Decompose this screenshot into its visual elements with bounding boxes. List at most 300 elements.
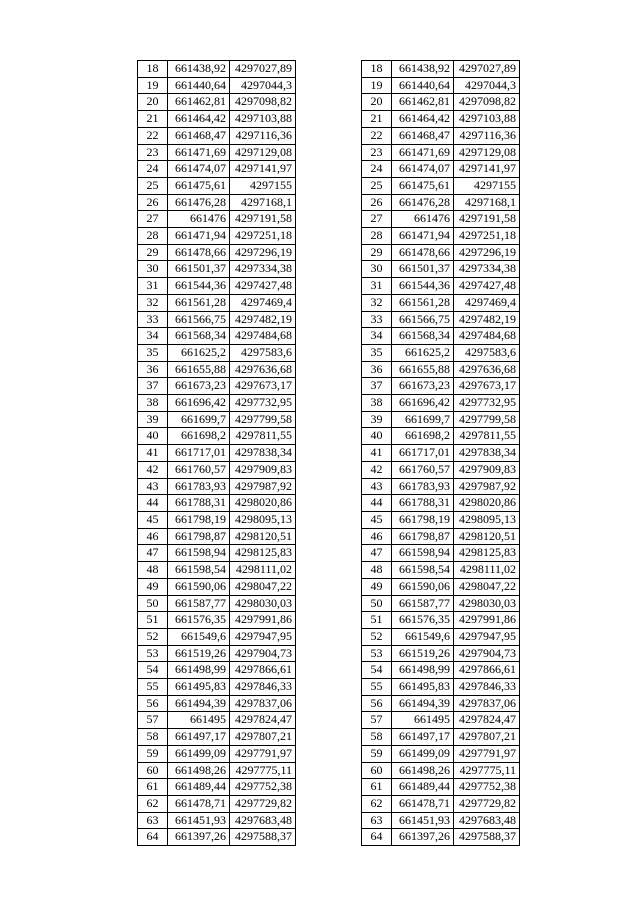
table-row: [138, 244, 296, 261]
point-number-cell: 27: [138, 211, 168, 228]
point-number-cell: 26: [362, 194, 392, 211]
y-coordinate-cell: 4297191,58: [454, 211, 520, 228]
x-coordinate-cell: 661590,06: [168, 578, 230, 595]
table-row: [362, 261, 520, 278]
y-coordinate-cell: 4297791,97: [454, 745, 520, 762]
table-row: [362, 562, 520, 579]
table-row: [362, 628, 520, 645]
table-row: [138, 795, 296, 812]
x-coordinate-cell: 661798,87: [168, 528, 230, 545]
y-coordinate-cell: 4297775,11: [454, 762, 520, 779]
point-number-cell: 19: [138, 77, 168, 94]
y-coordinate-cell: 4297469,4: [454, 294, 520, 311]
x-coordinate-cell: 661438,92: [392, 61, 454, 78]
point-number-cell: 55: [138, 679, 168, 696]
y-coordinate-cell: 4297588,37: [454, 829, 520, 846]
x-coordinate-cell: 661497,17: [392, 729, 454, 746]
y-coordinate-cell: 4297683,48: [230, 812, 296, 829]
y-coordinate-cell: 4297838,34: [230, 445, 296, 462]
y-coordinate-cell: 4297427,48: [454, 278, 520, 295]
x-coordinate-cell: 661519,26: [168, 645, 230, 662]
x-coordinate-cell: 661673,23: [168, 378, 230, 395]
table-row: [138, 478, 296, 495]
y-coordinate-cell: 4297673,17: [454, 378, 520, 395]
point-number-cell: 36: [362, 361, 392, 378]
y-coordinate-cell: 4297116,36: [230, 127, 296, 144]
table-row: [138, 311, 296, 328]
y-coordinate-cell: 4297296,19: [454, 244, 520, 261]
x-coordinate-cell: 661499,09: [392, 745, 454, 762]
y-coordinate-cell: 4298047,22: [454, 578, 520, 595]
y-coordinate-cell: 4297791,97: [230, 745, 296, 762]
table-row: [362, 729, 520, 746]
table-row: [362, 395, 520, 412]
point-number-cell: 64: [362, 829, 392, 846]
x-coordinate-cell: 661478,66: [168, 244, 230, 261]
y-coordinate-cell: 4297947,95: [454, 628, 520, 645]
table-row: [138, 77, 296, 94]
x-coordinate-cell: 661476: [392, 211, 454, 228]
table-row: [138, 228, 296, 245]
x-coordinate-cell: 661475,61: [392, 177, 454, 194]
y-coordinate-cell: 4298095,13: [230, 511, 296, 528]
table-row: [362, 779, 520, 796]
point-number-cell: 58: [362, 729, 392, 746]
x-coordinate-cell: 661451,93: [392, 812, 454, 829]
y-coordinate-cell: 4297583,6: [230, 344, 296, 361]
x-coordinate-cell: 661471,69: [392, 144, 454, 161]
table-row: [138, 127, 296, 144]
y-coordinate-cell: 4297155: [230, 177, 296, 194]
x-coordinate-cell: 661498,26: [392, 762, 454, 779]
point-number-cell: 48: [138, 562, 168, 579]
x-coordinate-cell: 661698,2: [168, 428, 230, 445]
x-coordinate-cell: 661576,35: [392, 612, 454, 629]
point-number-cell: 24: [138, 161, 168, 178]
y-coordinate-cell: 4297837,06: [454, 695, 520, 712]
x-coordinate-cell: 661587,77: [168, 595, 230, 612]
point-number-cell: 62: [138, 795, 168, 812]
point-number-cell: 38: [138, 395, 168, 412]
y-coordinate-cell: 4297866,61: [230, 662, 296, 679]
x-coordinate-cell: 661566,75: [168, 311, 230, 328]
table-row: [362, 495, 520, 512]
point-number-cell: 42: [362, 461, 392, 478]
table-row: [138, 328, 296, 345]
point-number-cell: 43: [138, 478, 168, 495]
table-row: [138, 461, 296, 478]
point-number-cell: 25: [362, 177, 392, 194]
table-row: [362, 328, 520, 345]
table-row: [138, 745, 296, 762]
x-coordinate-cell: 661476,28: [168, 194, 230, 211]
x-coordinate-cell: 661576,35: [168, 612, 230, 629]
y-coordinate-cell: 4297732,95: [230, 395, 296, 412]
point-number-cell: 27: [362, 211, 392, 228]
y-coordinate-cell: 4297469,4: [230, 294, 296, 311]
point-number-cell: 64: [138, 829, 168, 846]
point-number-cell: 29: [362, 244, 392, 261]
x-coordinate-cell: 661598,94: [168, 545, 230, 562]
table-row: [362, 612, 520, 629]
point-number-cell: 61: [362, 779, 392, 796]
y-coordinate-cell: 4297991,86: [230, 612, 296, 629]
table-row: [138, 695, 296, 712]
point-number-cell: 37: [138, 378, 168, 395]
x-coordinate-cell: 661760,57: [168, 461, 230, 478]
x-coordinate-cell: 661475,61: [168, 177, 230, 194]
x-coordinate-cell: 661489,44: [392, 779, 454, 796]
point-number-cell: 39: [362, 411, 392, 428]
y-coordinate-cell: 4297296,19: [230, 244, 296, 261]
x-coordinate-cell: 661499,09: [168, 745, 230, 762]
x-coordinate-cell: 661438,92: [168, 61, 230, 78]
x-coordinate-cell: 661655,88: [392, 361, 454, 378]
point-number-cell: 52: [362, 628, 392, 645]
table-row: [362, 762, 520, 779]
table-row: [362, 411, 520, 428]
table-row: [362, 461, 520, 478]
point-number-cell: 41: [362, 445, 392, 462]
point-number-cell: 53: [138, 645, 168, 662]
point-number-cell: 23: [138, 144, 168, 161]
x-coordinate-cell: 661698,2: [392, 428, 454, 445]
x-coordinate-cell: 661568,34: [168, 328, 230, 345]
x-coordinate-cell: 661501,37: [168, 261, 230, 278]
table-row: [138, 712, 296, 729]
y-coordinate-cell: 4297251,18: [454, 228, 520, 245]
y-coordinate-cell: 4297098,82: [454, 94, 520, 111]
point-number-cell: 22: [138, 127, 168, 144]
x-coordinate-cell: 661440,64: [168, 77, 230, 94]
x-coordinate-cell: 661717,01: [168, 445, 230, 462]
table-row: [138, 194, 296, 211]
point-number-cell: 49: [362, 578, 392, 595]
point-number-cell: 20: [362, 94, 392, 111]
table-row: [138, 528, 296, 545]
y-coordinate-cell: 4297168,1: [230, 194, 296, 211]
y-coordinate-cell: 4298120,51: [454, 528, 520, 545]
point-number-cell: 20: [138, 94, 168, 111]
x-coordinate-cell: 661788,31: [392, 495, 454, 512]
point-number-cell: 39: [138, 411, 168, 428]
x-coordinate-cell: 661498,99: [392, 662, 454, 679]
table-row: [362, 194, 520, 211]
point-number-cell: 46: [138, 528, 168, 545]
x-coordinate-cell: 661451,93: [168, 812, 230, 829]
table-row: [138, 645, 296, 662]
x-coordinate-cell: 661590,06: [392, 578, 454, 595]
y-coordinate-cell: 4297909,83: [454, 461, 520, 478]
point-number-cell: 32: [138, 294, 168, 311]
table-row: [362, 144, 520, 161]
x-coordinate-cell: 661495,83: [168, 679, 230, 696]
point-number-cell: 31: [362, 278, 392, 295]
point-number-cell: 52: [138, 628, 168, 645]
y-coordinate-cell: 4297866,61: [454, 662, 520, 679]
table-row: [138, 662, 296, 679]
y-coordinate-cell: 4297588,37: [230, 829, 296, 846]
table-row: [138, 679, 296, 696]
table-row: [138, 161, 296, 178]
x-coordinate-cell: 661699,7: [392, 411, 454, 428]
y-coordinate-cell: 4297838,34: [454, 445, 520, 462]
point-number-cell: 25: [138, 177, 168, 194]
table-row: [138, 779, 296, 796]
y-coordinate-cell: 4297732,95: [454, 395, 520, 412]
table-row: [138, 829, 296, 846]
y-coordinate-cell: 4297141,97: [454, 161, 520, 178]
y-coordinate-cell: 4297811,55: [454, 428, 520, 445]
x-coordinate-cell: 661440,64: [392, 77, 454, 94]
table-row: [362, 294, 520, 311]
point-number-cell: 62: [362, 795, 392, 812]
table-row: [362, 695, 520, 712]
y-coordinate-cell: 4297482,19: [230, 311, 296, 328]
point-number-cell: 24: [362, 161, 392, 178]
x-coordinate-cell: 661478,71: [392, 795, 454, 812]
x-coordinate-cell: 661673,23: [392, 378, 454, 395]
point-number-cell: 18: [362, 61, 392, 78]
x-coordinate-cell: 661598,54: [168, 562, 230, 579]
table-row: [362, 478, 520, 495]
x-coordinate-cell: 661497,17: [168, 729, 230, 746]
x-coordinate-cell: 661544,36: [392, 278, 454, 295]
y-coordinate-cell: 4297811,55: [230, 428, 296, 445]
point-number-cell: 59: [362, 745, 392, 762]
y-coordinate-cell: 4297583,6: [454, 344, 520, 361]
table-row: [138, 211, 296, 228]
x-coordinate-cell: 661798,19: [168, 511, 230, 528]
y-coordinate-cell: 4297636,68: [230, 361, 296, 378]
point-number-cell: 44: [362, 495, 392, 512]
table-row: [138, 545, 296, 562]
point-number-cell: 35: [362, 344, 392, 361]
y-coordinate-cell: 4297251,18: [230, 228, 296, 245]
table-row: [138, 411, 296, 428]
y-coordinate-cell: 4297752,38: [454, 779, 520, 796]
y-coordinate-cell: 4297987,92: [230, 478, 296, 495]
y-coordinate-cell: 4298020,86: [230, 495, 296, 512]
y-coordinate-cell: 4297991,86: [454, 612, 520, 629]
table-row: [138, 294, 296, 311]
table-row: [362, 812, 520, 829]
x-coordinate-cell: 661478,66: [392, 244, 454, 261]
x-coordinate-cell: 661798,19: [392, 511, 454, 528]
point-number-cell: 47: [362, 545, 392, 562]
x-coordinate-cell: 661549,6: [168, 628, 230, 645]
y-coordinate-cell: 4297807,21: [454, 729, 520, 746]
y-coordinate-cell: 4298111,02: [454, 562, 520, 579]
y-coordinate-cell: 4297103,88: [230, 111, 296, 128]
table-row: [138, 762, 296, 779]
y-coordinate-cell: 4297427,48: [230, 278, 296, 295]
y-coordinate-cell: 4298111,02: [230, 562, 296, 579]
table-row: [362, 545, 520, 562]
x-coordinate-cell: 661561,28: [168, 294, 230, 311]
x-coordinate-cell: 661471,69: [168, 144, 230, 161]
y-coordinate-cell: 4298047,22: [230, 578, 296, 595]
x-coordinate-cell: 661462,81: [168, 94, 230, 111]
point-number-cell: 54: [362, 662, 392, 679]
table-row: [362, 244, 520, 261]
y-coordinate-cell: 4297799,58: [230, 411, 296, 428]
point-number-cell: 46: [362, 528, 392, 545]
x-coordinate-cell: 661587,77: [392, 595, 454, 612]
y-coordinate-cell: 4297846,33: [230, 679, 296, 696]
x-coordinate-cell: 661501,37: [392, 261, 454, 278]
table-row: [362, 161, 520, 178]
point-number-cell: 34: [138, 328, 168, 345]
table-row: [362, 662, 520, 679]
table-row: [138, 94, 296, 111]
table-row: [138, 729, 296, 746]
point-number-cell: 33: [362, 311, 392, 328]
y-coordinate-cell: 4297807,21: [230, 729, 296, 746]
point-number-cell: 22: [362, 127, 392, 144]
table-row: [362, 829, 520, 846]
y-coordinate-cell: 4297129,08: [230, 144, 296, 161]
x-coordinate-cell: 661498,99: [168, 662, 230, 679]
x-coordinate-cell: 661519,26: [392, 645, 454, 662]
point-number-cell: 58: [138, 729, 168, 746]
y-coordinate-cell: 4297191,58: [230, 211, 296, 228]
table-row: [362, 511, 520, 528]
y-coordinate-cell: 4297484,68: [454, 328, 520, 345]
x-coordinate-cell: 661788,31: [168, 495, 230, 512]
point-number-cell: 34: [362, 328, 392, 345]
x-coordinate-cell: 661397,26: [392, 829, 454, 846]
point-number-cell: 49: [138, 578, 168, 595]
table-row: [362, 645, 520, 662]
point-number-cell: 61: [138, 779, 168, 796]
x-coordinate-cell: 661568,34: [392, 328, 454, 345]
table-row: [362, 745, 520, 762]
point-number-cell: 60: [138, 762, 168, 779]
table-row: [138, 378, 296, 395]
table-row: [138, 278, 296, 295]
point-number-cell: 48: [362, 562, 392, 579]
x-coordinate-cell: 661625,2: [392, 344, 454, 361]
table-row: [138, 612, 296, 629]
table-row: [362, 77, 520, 94]
point-number-cell: 30: [138, 261, 168, 278]
table-row: [362, 177, 520, 194]
y-coordinate-cell: 4297824,47: [230, 712, 296, 729]
x-coordinate-cell: 661495,83: [392, 679, 454, 696]
x-coordinate-cell: 661561,28: [392, 294, 454, 311]
x-coordinate-cell: 661476,28: [392, 194, 454, 211]
table-row: [138, 144, 296, 161]
point-number-cell: 51: [362, 612, 392, 629]
y-coordinate-cell: 4297334,38: [230, 261, 296, 278]
x-coordinate-cell: 661397,26: [168, 829, 230, 846]
y-coordinate-cell: 4297683,48: [454, 812, 520, 829]
coordinates-table-left: [137, 60, 296, 846]
y-coordinate-cell: 4297044,3: [230, 77, 296, 94]
table-row: [138, 361, 296, 378]
table-row: [362, 445, 520, 462]
x-coordinate-cell: 661474,07: [392, 161, 454, 178]
y-coordinate-cell: 4297484,68: [230, 328, 296, 345]
point-number-cell: 53: [362, 645, 392, 662]
table-row: [138, 261, 296, 278]
table-row: [138, 812, 296, 829]
x-coordinate-cell: 661471,94: [392, 228, 454, 245]
point-number-cell: 60: [362, 762, 392, 779]
point-number-cell: 63: [138, 812, 168, 829]
point-number-cell: 51: [138, 612, 168, 629]
table-row: [362, 428, 520, 445]
table-row: [362, 528, 520, 545]
table-row: [138, 628, 296, 645]
table-row: [138, 111, 296, 128]
x-coordinate-cell: 661495: [168, 712, 230, 729]
x-coordinate-cell: 661696,42: [392, 395, 454, 412]
point-number-cell: 43: [362, 478, 392, 495]
table-row: [138, 595, 296, 612]
x-coordinate-cell: 661566,75: [392, 311, 454, 328]
x-coordinate-cell: 661476: [168, 211, 230, 228]
point-number-cell: 38: [362, 395, 392, 412]
x-coordinate-cell: 661471,94: [168, 228, 230, 245]
point-number-cell: 50: [138, 595, 168, 612]
y-coordinate-cell: 4297116,36: [454, 127, 520, 144]
x-coordinate-cell: 661495: [392, 712, 454, 729]
point-number-cell: 54: [138, 662, 168, 679]
y-coordinate-cell: 4297752,38: [230, 779, 296, 796]
x-coordinate-cell: 661798,87: [392, 528, 454, 545]
x-coordinate-cell: 661464,42: [392, 111, 454, 128]
y-coordinate-cell: 4297027,89: [454, 61, 520, 78]
x-coordinate-cell: 661464,42: [168, 111, 230, 128]
point-number-cell: 57: [138, 712, 168, 729]
x-coordinate-cell: 661598,94: [392, 545, 454, 562]
point-number-cell: 21: [138, 111, 168, 128]
y-coordinate-cell: 4298125,83: [230, 545, 296, 562]
table-row: [362, 61, 520, 78]
point-number-cell: 59: [138, 745, 168, 762]
x-coordinate-cell: 661783,93: [168, 478, 230, 495]
point-number-cell: 40: [362, 428, 392, 445]
x-coordinate-cell: 661783,93: [392, 478, 454, 495]
y-coordinate-cell: 4297168,1: [454, 194, 520, 211]
x-coordinate-cell: 661478,71: [168, 795, 230, 812]
x-coordinate-cell: 661474,07: [168, 161, 230, 178]
y-coordinate-cell: 4297799,58: [454, 411, 520, 428]
point-number-cell: 36: [138, 361, 168, 378]
x-coordinate-cell: 661699,7: [168, 411, 230, 428]
y-coordinate-cell: 4297155: [454, 177, 520, 194]
y-coordinate-cell: 4297904,73: [454, 645, 520, 662]
table-row: [362, 361, 520, 378]
y-coordinate-cell: 4297904,73: [230, 645, 296, 662]
x-coordinate-cell: 661462,81: [392, 94, 454, 111]
x-coordinate-cell: 661468,47: [168, 127, 230, 144]
x-coordinate-cell: 661494,39: [168, 695, 230, 712]
y-coordinate-cell: 4297673,17: [230, 378, 296, 395]
y-coordinate-cell: 4297987,92: [454, 478, 520, 495]
x-coordinate-cell: 661544,36: [168, 278, 230, 295]
y-coordinate-cell: 4297334,38: [454, 261, 520, 278]
point-number-cell: 57: [362, 712, 392, 729]
table-row: [362, 111, 520, 128]
x-coordinate-cell: 661489,44: [168, 779, 230, 796]
y-coordinate-cell: 4298125,83: [454, 545, 520, 562]
y-coordinate-cell: 4297141,97: [230, 161, 296, 178]
point-number-cell: 56: [362, 695, 392, 712]
y-coordinate-cell: 4297947,95: [230, 628, 296, 645]
